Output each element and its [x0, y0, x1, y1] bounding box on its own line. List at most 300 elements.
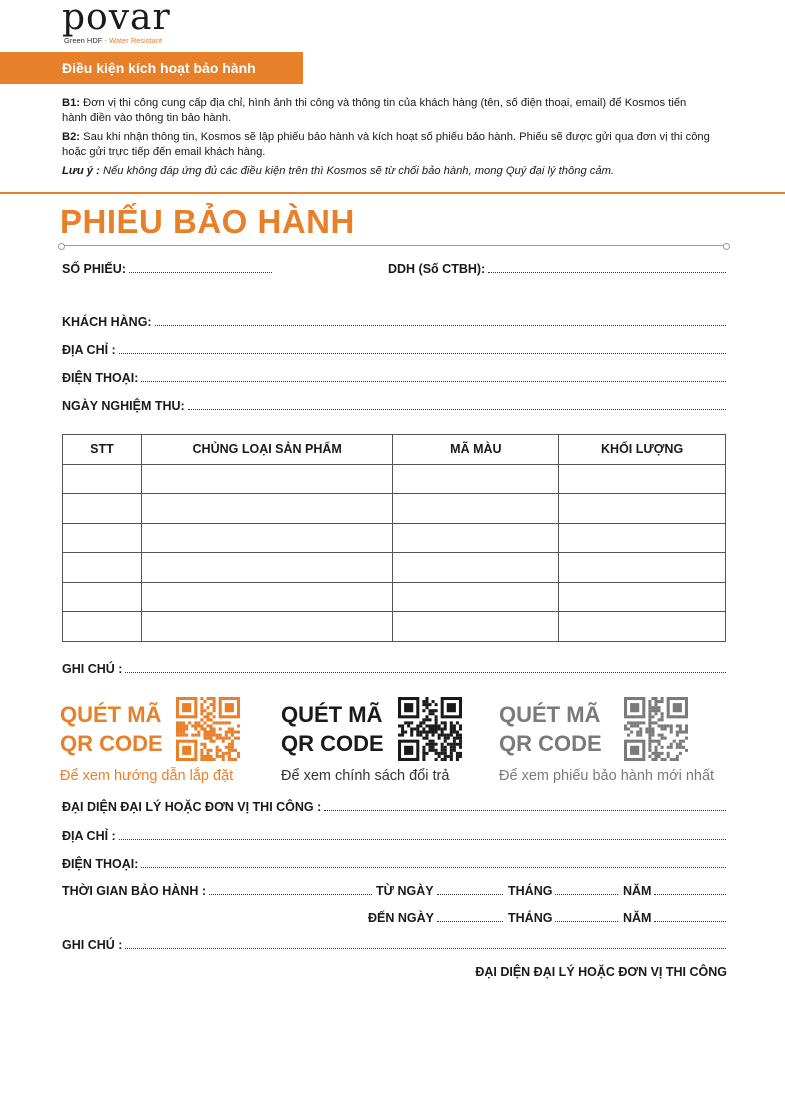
qr-module	[453, 731, 456, 734]
qr-module	[416, 724, 419, 727]
dealer-ghi-chu-field[interactable]	[62, 938, 726, 952]
qr-module	[425, 752, 428, 755]
qr-module	[182, 721, 185, 724]
qr-module	[200, 749, 203, 752]
qr-module	[231, 740, 234, 743]
table-cell[interactable]	[559, 494, 726, 524]
qr-module	[676, 758, 679, 761]
qr-module	[219, 721, 222, 724]
qr-module	[401, 734, 404, 737]
qr-module	[203, 709, 206, 712]
table-cell[interactable]	[141, 582, 393, 612]
qr-module	[673, 758, 676, 761]
qr-module	[450, 752, 453, 755]
qr-module	[636, 731, 639, 734]
qr-module	[658, 700, 661, 703]
qr-module	[219, 727, 222, 730]
qr-module	[654, 703, 657, 706]
qr-module	[667, 746, 670, 749]
qr-module	[453, 743, 456, 746]
qr-module	[673, 740, 676, 743]
table-row	[63, 523, 726, 553]
nam-label: NĂM	[623, 884, 652, 898]
qr-module	[450, 749, 453, 752]
qr-module	[661, 712, 664, 715]
step-note	[62, 164, 712, 179]
qr-finder	[673, 703, 682, 712]
qr-module	[428, 709, 431, 712]
qr-module	[432, 731, 435, 734]
qr-module	[228, 755, 231, 758]
note-label: Lưu ý :	[62, 165, 100, 177]
table-cell[interactable]	[141, 612, 393, 642]
qr-module	[176, 727, 179, 730]
qr-module	[664, 737, 667, 740]
qr-module	[425, 724, 428, 727]
tu-ngay-label: TỪ NGÀY	[376, 884, 434, 898]
qr-module	[182, 731, 185, 734]
col-color-code: MÃ MÀU	[393, 435, 559, 465]
table-cell[interactable]	[63, 582, 142, 612]
qr-module	[654, 749, 657, 752]
b2-label: B2:	[62, 131, 81, 143]
qr-code-return[interactable]	[398, 697, 462, 761]
qr-module	[216, 755, 219, 758]
qr-module	[203, 737, 206, 740]
qr-module	[422, 752, 425, 755]
qr-block-install	[60, 700, 163, 758]
qr-module	[444, 758, 447, 761]
ddh-field[interactable]	[388, 262, 726, 276]
qr-module	[447, 734, 450, 737]
qr-module	[441, 752, 444, 755]
qr-module	[453, 724, 456, 727]
qr-module	[200, 709, 203, 712]
qr-module	[398, 724, 401, 727]
qr-module	[194, 727, 197, 730]
qr-module	[456, 743, 459, 746]
qr-module	[200, 743, 203, 746]
qr-module	[658, 709, 661, 712]
qr-module	[228, 746, 231, 749]
qr-module	[633, 721, 636, 724]
qr-module	[206, 755, 209, 758]
qr-module	[428, 749, 431, 752]
qr-module	[432, 700, 435, 703]
qr-module	[664, 758, 667, 761]
qr-module	[425, 697, 428, 700]
qr-module	[679, 746, 682, 749]
dien-thoai-field[interactable]	[62, 371, 726, 385]
qr-module	[179, 734, 182, 737]
qr-module	[648, 712, 651, 715]
qr-module	[661, 697, 664, 700]
qr-module	[231, 758, 234, 761]
qr-module	[651, 715, 654, 718]
qr-module	[639, 731, 642, 734]
qr-module	[676, 746, 679, 749]
qr-module	[432, 749, 435, 752]
qr-module	[206, 752, 209, 755]
qr-module	[441, 721, 444, 724]
activation-steps	[62, 96, 712, 184]
table-header-row	[63, 435, 726, 465]
qr-module	[435, 752, 438, 755]
dealer-dia-chi-field[interactable]	[62, 829, 726, 843]
qr-module	[210, 734, 213, 737]
qr-block-warranty	[499, 700, 602, 758]
qr-module	[222, 758, 225, 761]
table-row	[63, 494, 726, 524]
qr-module	[194, 734, 197, 737]
qr-module	[428, 727, 431, 730]
qr-module	[441, 749, 444, 752]
qr-module	[197, 724, 200, 727]
qr-module	[407, 721, 410, 724]
thoi-gian-field[interactable]	[62, 884, 372, 898]
qr-module	[654, 752, 657, 755]
qr-module	[237, 724, 240, 727]
qr-module	[200, 724, 203, 727]
qr-module	[639, 727, 642, 730]
qr-module	[639, 734, 642, 737]
qr-module	[670, 743, 673, 746]
qr-module	[197, 734, 200, 737]
qr-module	[428, 743, 431, 746]
qr-module	[441, 731, 444, 734]
table-cell[interactable]	[393, 464, 559, 494]
qr-module	[624, 724, 627, 727]
qr-module	[231, 746, 234, 749]
qr-module	[630, 721, 633, 724]
qr-module	[651, 731, 654, 734]
qr-module	[425, 734, 428, 737]
table-cell[interactable]	[393, 523, 559, 553]
den-thang-field[interactable]	[508, 911, 618, 925]
qr-module	[219, 737, 222, 740]
dealer-dien-thoai-label: ĐIỆN THOẠI:	[62, 857, 139, 871]
qr-module	[633, 724, 636, 727]
table-cell[interactable]	[559, 582, 726, 612]
qr-module	[441, 727, 444, 730]
qr-module	[664, 724, 667, 727]
qr-module	[658, 724, 661, 727]
qr-module	[210, 712, 213, 715]
qr-module	[182, 727, 185, 730]
b1-label: B1:	[62, 97, 81, 109]
qr-module	[237, 731, 240, 734]
qr-module	[428, 740, 431, 743]
qr-module	[419, 734, 422, 737]
qr-module	[651, 758, 654, 761]
qr-module	[203, 721, 206, 724]
qr-module	[648, 700, 651, 703]
table-cell[interactable]	[63, 612, 142, 642]
qr-module	[661, 734, 664, 737]
qr-module	[210, 731, 213, 734]
qr-module	[422, 731, 425, 734]
qr-module	[450, 731, 453, 734]
qr-module	[670, 727, 673, 730]
qr-module	[661, 727, 664, 730]
qr-module	[654, 697, 657, 700]
qr-module	[200, 752, 203, 755]
qr-module	[654, 721, 657, 724]
qr-module	[203, 700, 206, 703]
qr-module	[206, 712, 209, 715]
qr-module	[435, 721, 438, 724]
table-cell[interactable]	[63, 494, 142, 524]
qr-module	[228, 737, 231, 740]
brand-name: povar	[62, 0, 171, 38]
qr-module	[213, 734, 216, 737]
table-cell[interactable]	[393, 612, 559, 642]
qr-module	[444, 749, 447, 752]
qr-module	[444, 752, 447, 755]
qr-module	[428, 703, 431, 706]
qr-module	[453, 749, 456, 752]
qr-module	[231, 734, 234, 737]
qr-module	[648, 727, 651, 730]
qr-line2: QR CODE	[281, 731, 384, 756]
qr-module	[438, 724, 441, 727]
table-cell[interactable]	[393, 494, 559, 524]
qr-module	[182, 734, 185, 737]
so-phieu-field[interactable]	[62, 262, 272, 276]
qr-module	[206, 731, 209, 734]
table-row	[63, 464, 726, 494]
qr-module	[228, 721, 231, 724]
qr-module	[219, 755, 222, 758]
qr-module	[459, 740, 462, 743]
dia-chi-field[interactable]	[62, 343, 726, 357]
qr-module	[422, 758, 425, 761]
tu-nam-field[interactable]	[623, 884, 726, 898]
qr-module	[648, 718, 651, 721]
qr-module	[206, 724, 209, 727]
qr-module	[648, 715, 651, 718]
qr-module	[210, 737, 213, 740]
table-cell[interactable]	[559, 464, 726, 494]
qr-module	[651, 740, 654, 743]
step-b2	[62, 130, 712, 159]
qr-module	[179, 724, 182, 727]
qr-module	[654, 712, 657, 715]
qr-module	[210, 703, 213, 706]
qr-finder	[447, 703, 456, 712]
qr-module	[206, 734, 209, 737]
table-cell[interactable]	[63, 553, 142, 583]
qr-module	[432, 709, 435, 712]
qr-module	[661, 746, 664, 749]
dealer-dien-thoai-field[interactable]	[62, 857, 726, 871]
table-cell[interactable]	[141, 494, 393, 524]
qr-module	[435, 743, 438, 746]
den-ngay-label: ĐẾN NGÀY	[368, 911, 434, 925]
qr-module	[422, 755, 425, 758]
den-nam-field[interactable]	[623, 911, 726, 925]
qr-module	[213, 727, 216, 730]
qr-module	[203, 758, 206, 761]
qr-module	[237, 752, 240, 755]
qr-code-warranty[interactable]	[624, 697, 688, 761]
qr-module	[194, 724, 197, 727]
tu-ngay-field[interactable]	[376, 884, 503, 898]
qr-module	[234, 749, 237, 752]
qr-module	[213, 721, 216, 724]
col-product-type: CHỦNG LOẠI SẢN PHẨM	[141, 435, 393, 465]
qr-module	[651, 752, 654, 755]
qr-module	[206, 718, 209, 721]
ghi-chu-field[interactable]	[62, 662, 726, 676]
qr-module	[210, 755, 213, 758]
qr-module	[231, 731, 234, 734]
qr-module	[444, 755, 447, 758]
qr-module	[182, 724, 185, 727]
qr-module	[419, 731, 422, 734]
qr-module	[658, 743, 661, 746]
qr-module	[219, 734, 222, 737]
product-table	[62, 434, 726, 642]
qr-module	[432, 712, 435, 715]
table-cell[interactable]	[141, 553, 393, 583]
ghi-chu-label: GHI CHÚ :	[62, 662, 123, 676]
qr-module	[661, 700, 664, 703]
qr-module	[188, 721, 191, 724]
qr-module	[648, 740, 651, 743]
tu-thang-field[interactable]	[508, 884, 618, 898]
qr-module	[225, 734, 228, 737]
qr-block-return	[281, 700, 384, 758]
thang-label: THÁNG	[508, 884, 553, 898]
qr-module	[213, 758, 216, 761]
qr-module	[444, 721, 447, 724]
qr-module	[213, 700, 216, 703]
qr-module	[398, 734, 401, 737]
qr-module	[237, 737, 240, 740]
qr-module	[200, 758, 203, 761]
khach-hang-field[interactable]	[62, 315, 726, 329]
col-stt: STT	[63, 435, 142, 465]
qr-line1: QUÉT MÃ	[60, 702, 162, 727]
qr-module	[185, 727, 188, 730]
qr-module	[200, 755, 203, 758]
qr-module	[419, 721, 422, 724]
qr-module	[222, 721, 225, 724]
qr-module	[456, 752, 459, 755]
qr-module	[450, 755, 453, 758]
qr-line2: QR CODE	[499, 731, 602, 756]
qr-module	[422, 721, 425, 724]
table-cell[interactable]	[63, 464, 142, 494]
qr-desc-install: Để xem hướng dẫn lắp đặt	[60, 768, 234, 784]
qr-module	[210, 697, 213, 700]
qr-module	[206, 715, 209, 718]
thang-label: THÁNG	[508, 911, 553, 925]
qr-module	[447, 755, 450, 758]
qr-line1: QUÉT MÃ	[281, 702, 383, 727]
banner-title: Điều kiện kích hoạt bảo hành	[62, 60, 256, 76]
table-cell[interactable]	[559, 553, 726, 583]
qr-code-install[interactable]	[176, 697, 240, 761]
qr-module	[676, 743, 679, 746]
qr-module	[630, 724, 633, 727]
ngay-nghiem-thu-field[interactable]	[62, 399, 726, 413]
qr-module	[438, 755, 441, 758]
qr-module	[432, 727, 435, 730]
dia-chi-label: ĐỊA CHỈ :	[62, 343, 116, 357]
table-row	[63, 553, 726, 583]
qr-module	[438, 737, 441, 740]
qr-module	[648, 749, 651, 752]
table-cell[interactable]	[393, 553, 559, 583]
qr-module	[401, 724, 404, 727]
qr-module	[425, 731, 428, 734]
qr-module	[435, 715, 438, 718]
dai-dien-field[interactable]	[62, 800, 726, 814]
qr-module	[658, 718, 661, 721]
qr-module	[425, 706, 428, 709]
qr-module	[636, 724, 639, 727]
qr-module	[636, 734, 639, 737]
qr-module	[645, 727, 648, 730]
nam-label: NĂM	[623, 911, 652, 925]
qr-module	[213, 715, 216, 718]
qr-module	[438, 727, 441, 730]
qr-module	[661, 724, 664, 727]
brand-logo	[62, 2, 192, 46]
qr-module	[179, 727, 182, 730]
table-cell[interactable]	[141, 464, 393, 494]
qr-module	[428, 718, 431, 721]
qr-module	[228, 743, 231, 746]
qr-module	[447, 737, 450, 740]
qr-module	[444, 734, 447, 737]
table-row	[63, 582, 726, 612]
qr-module	[432, 746, 435, 749]
qr-module	[450, 721, 453, 724]
qr-module	[435, 731, 438, 734]
table-cell[interactable]	[393, 582, 559, 612]
qr-module	[670, 724, 673, 727]
table-cell[interactable]	[141, 523, 393, 553]
qr-module	[679, 743, 682, 746]
qr-module	[444, 740, 447, 743]
qr-module	[234, 758, 237, 761]
qr-module	[444, 737, 447, 740]
qr-module	[679, 752, 682, 755]
qr-module	[203, 731, 206, 734]
qr-module	[231, 727, 234, 730]
qr-module	[216, 746, 219, 749]
orange-divider	[0, 192, 785, 194]
qr-module	[679, 727, 682, 730]
qr-module	[194, 721, 197, 724]
qr-module	[679, 724, 682, 727]
qr-module	[670, 746, 673, 749]
table-cell[interactable]	[63, 523, 142, 553]
table-cell[interactable]	[559, 523, 726, 553]
table-row	[63, 612, 726, 642]
qr-module	[228, 731, 231, 734]
den-ngay-field[interactable]	[368, 911, 503, 925]
qr-module	[685, 737, 688, 740]
qr-module	[648, 731, 651, 734]
table-cell[interactable]	[559, 612, 726, 642]
qr-module	[456, 755, 459, 758]
qr-module	[428, 712, 431, 715]
qr-module	[210, 758, 213, 761]
